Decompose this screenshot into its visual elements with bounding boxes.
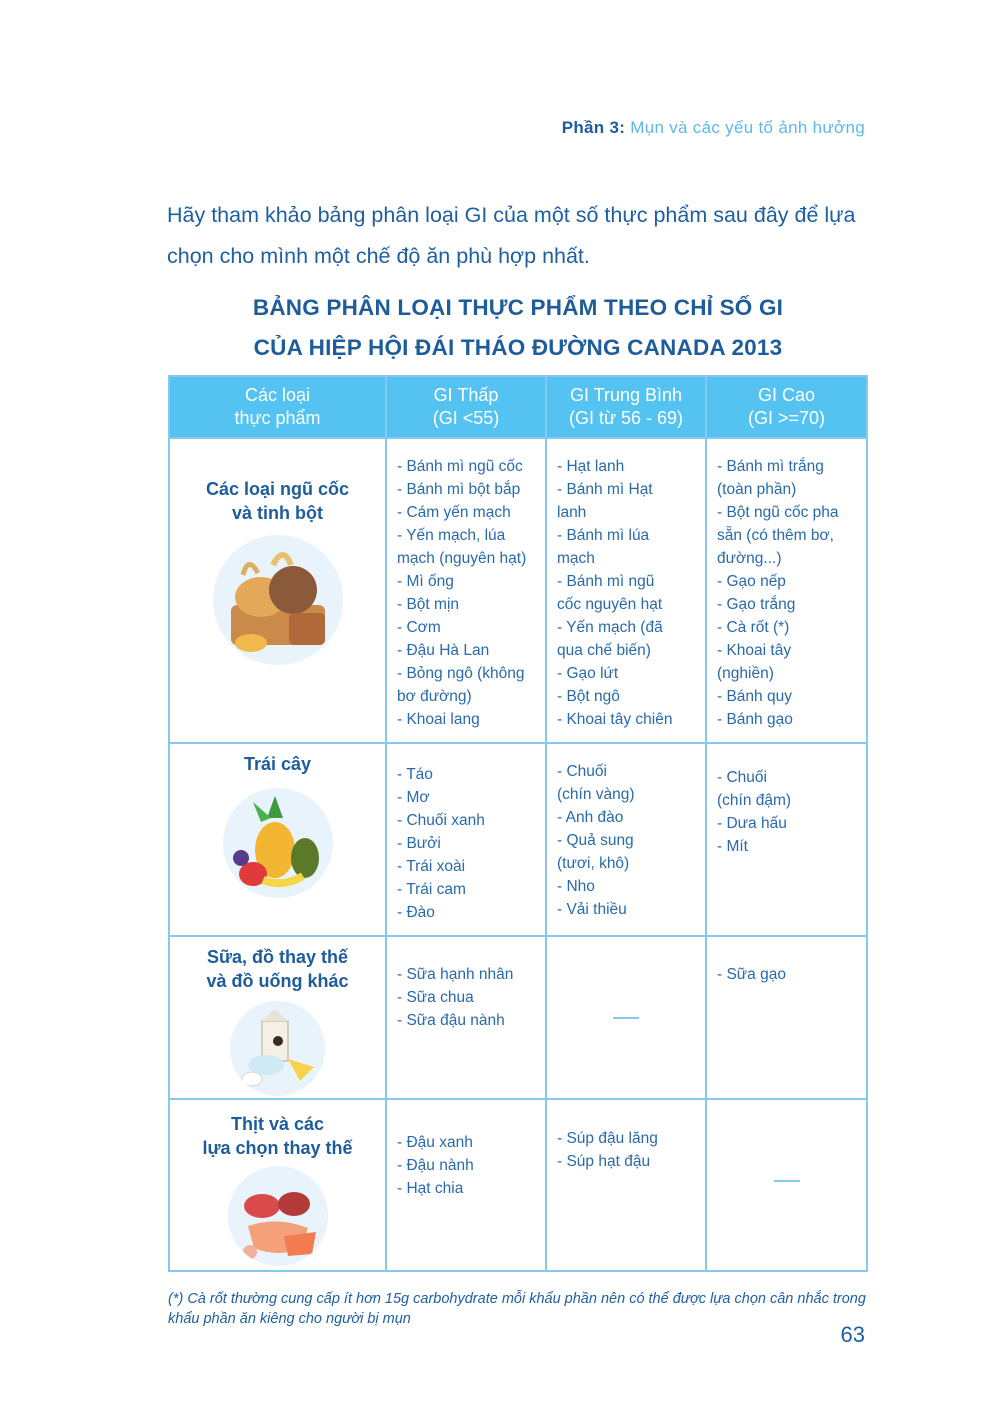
table-row-dairy: [169, 936, 867, 1099]
list-item: bơ đường): [397, 688, 472, 705]
gi-high-cell: [706, 1099, 867, 1271]
category-name: Thịt và các lựa chọn thay thế: [202, 1114, 353, 1158]
category-cell: [169, 936, 386, 1099]
list-item: - Bánh mì ngũ: [557, 573, 655, 590]
list-item: (nghiền): [717, 665, 774, 682]
list-item: - Súp hạt đậu: [557, 1153, 651, 1170]
category-name: Sữa, đồ thay thế và đồ uống khác: [206, 947, 349, 991]
list-item: - Anh đào: [557, 809, 624, 826]
list-item: - Bánh mì bột bắp: [397, 481, 521, 498]
header-gi-low-label: GI Thấp (GI <55): [432, 385, 500, 428]
list-item: - Bột mịn: [397, 596, 460, 613]
bread-basket-icon: [213, 535, 343, 665]
gi-medium-cell: [546, 1099, 706, 1271]
list-item: - Bỏng ngô (không: [397, 665, 525, 682]
gi-table: [168, 375, 868, 1272]
gi-low-cell: [386, 1099, 546, 1271]
list-item: - Mít: [717, 838, 748, 855]
dairy-icon: [230, 1001, 325, 1096]
list-item: - Đậu nành: [397, 1157, 474, 1174]
footnote: (*) Cà rốt thường cung cấp ít hơn 15g carbohydrate mỗi khẩu phần nên có thể được lựa chọn cân nhắc trong khẩu phần ăn kiêng cho người bị mụn: [168, 1291, 866, 1327]
header-subtitle: Mụn và các yếu tố ảnh hưởng: [630, 118, 865, 137]
list-item: - Bánh mì lúa: [557, 527, 650, 544]
list-item: - Bánh mì Hạt: [557, 481, 653, 498]
list-item: (toàn phần): [717, 481, 797, 498]
list-item: mạch: [557, 550, 595, 567]
list-item: (tươi, khô): [557, 855, 630, 872]
header-gi-medium-label: GI Trung Bình (GI từ 56 - 69): [568, 385, 684, 428]
gi-low-list: [387, 963, 545, 1032]
list-item: (chín vàng): [557, 786, 635, 803]
header-gi-high-label: GI Cao (GI >=70): [747, 385, 826, 428]
list-item: - Nho: [557, 878, 595, 895]
gi-high-list: [707, 766, 866, 858]
list-item: - Dưa hấu: [717, 815, 787, 832]
gi-medium-list: [547, 455, 705, 731]
list-item: - Hạt chia: [397, 1180, 464, 1197]
list-item: - Chuối: [717, 769, 767, 786]
header-food-type-label: Các loại thực phẩm: [234, 385, 321, 428]
table-header-row: [169, 376, 867, 438]
list-item: - Hạt lanh: [557, 458, 625, 475]
category-cell: [169, 438, 386, 743]
page-number: 63: [840, 1322, 865, 1347]
category-cell: [169, 1099, 386, 1271]
list-item: - Quả sung: [557, 832, 634, 849]
running-header: [562, 118, 865, 138]
table-row-grains: [169, 438, 867, 743]
list-item: - Bột ngũ cốc pha: [717, 504, 839, 521]
list-item: - Đào: [397, 904, 435, 921]
list-item: (chín đậm): [717, 792, 792, 809]
gi-medium-list: [547, 760, 705, 921]
list-item: - Khoai tây chiên: [557, 711, 673, 728]
gi-high-cell: [706, 438, 867, 743]
gi-high-cell: [706, 743, 867, 936]
fruit-icon: [223, 788, 333, 898]
list-item: - Yến mạch (đã: [557, 619, 663, 636]
list-item: - Chuối: [557, 763, 607, 780]
header-gi-medium: [546, 376, 706, 438]
list-item: lanh: [557, 504, 587, 521]
list-item: - Gạo trắng: [717, 596, 796, 613]
list-item: - Đậu Hà Lan: [397, 642, 490, 659]
gi-medium-cell: [546, 743, 706, 936]
list-item: - Bánh mì ngũ cốc: [397, 458, 523, 475]
header-part: Phần 3:: [561, 118, 626, 137]
table-row-meat: [169, 1099, 867, 1271]
list-item: - Bánh mì trắng: [717, 458, 824, 475]
list-item: - Yến mạch, lúa: [397, 527, 506, 544]
category-cell: [169, 743, 386, 936]
list-item: - Gạo nếp: [717, 573, 786, 590]
list-item: cốc nguyên hạt: [557, 596, 663, 613]
list-item: - Mì ống: [397, 573, 454, 590]
list-item: mạch (nguyên hạt): [397, 550, 527, 567]
header-gi-high: [706, 376, 867, 438]
gi-low-cell: [386, 743, 546, 936]
gi-low-list: [387, 455, 545, 731]
list-item: - Sữa gạo: [717, 966, 786, 983]
list-item: - Trái xoài: [397, 858, 466, 875]
list-item: - Súp đậu lăng: [557, 1130, 658, 1147]
table-title-line2: CỦA HIỆP HỘI ĐÁI THÁO ĐƯỜNG CANADA 2013: [253, 335, 783, 360]
list-item: - Mơ: [397, 789, 430, 806]
list-item: - Sữa đậu nành: [397, 1012, 505, 1029]
gi-low-cell: [386, 936, 546, 1099]
list-item: - Khoai lang: [397, 711, 480, 728]
gi-low-list: [387, 1131, 545, 1200]
list-item: - Bánh gạo: [717, 711, 793, 728]
list-item: - Khoai tây: [717, 642, 792, 659]
table-title: [168, 288, 868, 368]
list-item: - Cám yến mạch: [397, 504, 511, 521]
list-item: - Cơm: [397, 619, 441, 636]
gi-low-cell: [386, 438, 546, 743]
list-item: - Đậu xanh: [397, 1134, 473, 1151]
intro-paragraph: Hãy tham khảo bảng phân loại GI của một số thực phẩm sau đây để lựa chọn cho mình một chế độ ăn phù hợp nhất.: [167, 203, 856, 268]
gi-medium-cell: [546, 438, 706, 743]
header-food-type: [169, 376, 386, 438]
list-item: - Bưởi: [397, 835, 441, 852]
list-item: - Sữa chua: [397, 989, 474, 1006]
list-item: - Sữa hạnh nhân: [397, 966, 514, 983]
list-item: - Chuối xanh: [397, 812, 485, 829]
list-item: - Bột ngô: [557, 688, 620, 705]
category-name: Trái cây: [243, 754, 312, 774]
header-gi-low: [386, 376, 546, 438]
gi-medium-list: [547, 1127, 705, 1173]
gi-high-cell: [706, 936, 867, 1099]
list-item: - Gạo lứt: [557, 665, 619, 682]
list-item: - Cà rốt (*): [717, 619, 790, 636]
empty-dash: [774, 1180, 800, 1182]
list-item: sẵn (có thêm bơ,: [717, 527, 834, 544]
list-item: - Bánh quy: [717, 688, 792, 705]
list-item: - Táo: [397, 766, 433, 783]
list-item: qua chế biến): [557, 642, 651, 659]
list-item: - Vải thiều: [557, 901, 627, 918]
category-name: Các loại ngũ cốc và tinh bột: [205, 479, 350, 523]
table-row-fruit: [169, 743, 867, 936]
list-item: đường...): [717, 550, 782, 567]
gi-high-list: [707, 963, 866, 986]
gi-medium-cell: [546, 936, 706, 1099]
empty-dash: [613, 1017, 639, 1019]
meat-icon: [228, 1166, 328, 1266]
list-item: - Trái cam: [397, 881, 466, 898]
table-title-line1: BẢNG PHÂN LOẠI THỰC PHẨM THEO CHỈ SỐ GI: [252, 295, 784, 320]
gi-high-list: [707, 455, 866, 731]
gi-low-list: [387, 763, 545, 924]
